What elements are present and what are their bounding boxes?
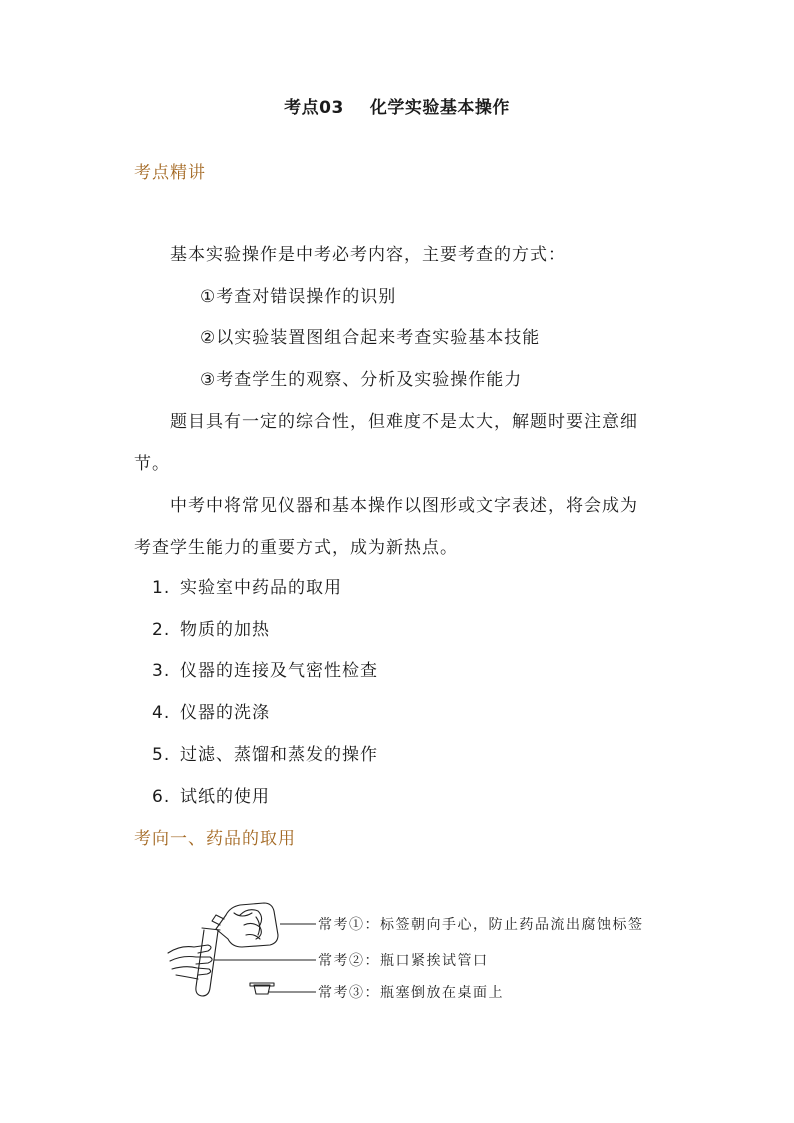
topic-text: 过滤、蒸馏和蒸发的操作 — [180, 745, 378, 765]
paragraph-1-line-2: 节。 — [134, 454, 170, 474]
paragraph-2-line-1: 中考中将常见仪器和基本操作以图形或文字表述，将会成为 — [170, 496, 638, 516]
paragraph-1-line-1: 题目具有一定的综合性，但难度不是太大，解题时要注意细 — [170, 412, 638, 432]
topic-number: 5. — [152, 745, 171, 765]
section-heading-reagent-handling: 考向一、药品的取用 — [134, 829, 296, 849]
intro-text: 基本实验操作是中考必考内容，主要考查的方式： — [170, 245, 566, 265]
topic-text: 实验室中药品的取用 — [180, 578, 342, 598]
topic-text: 仪器的洗涤 — [180, 703, 270, 723]
title-code: 考点03 — [284, 98, 344, 118]
callout-1: 常考①：标签朝向手心，防止药品流出腐蚀标签 — [318, 917, 644, 933]
topic-number: 1. — [152, 578, 171, 598]
topic-number: 2. — [152, 620, 171, 640]
topic-number: 6. — [152, 787, 171, 807]
topic-text: 仪器的连接及气密性检查 — [180, 661, 378, 681]
method-item-1: ①考查对错误操作的识别 — [200, 287, 397, 307]
method-item-2: ②以实验装置图组合起来考查实验基本技能 — [200, 328, 541, 348]
topic-text: 试纸的使用 — [180, 787, 270, 807]
method-item-3: ③考查学生的观察、分析及实验操作能力 — [200, 370, 523, 390]
title-text: 化学实验基本操作 — [369, 98, 510, 118]
section-heading-key-points: 考点精讲 — [134, 163, 206, 183]
topic-number: 3. — [152, 661, 171, 681]
callout-2: 常考②：瓶口紧挨试管口 — [318, 953, 489, 969]
paragraph-2-line-2: 考查学生能力的重要方式，成为新热点。 — [134, 538, 458, 558]
topic-number: 4. — [152, 703, 171, 723]
callout-3: 常考③：瓶塞倒放在桌面上 — [318, 985, 504, 1001]
topic-text: 物质的加热 — [180, 620, 270, 640]
